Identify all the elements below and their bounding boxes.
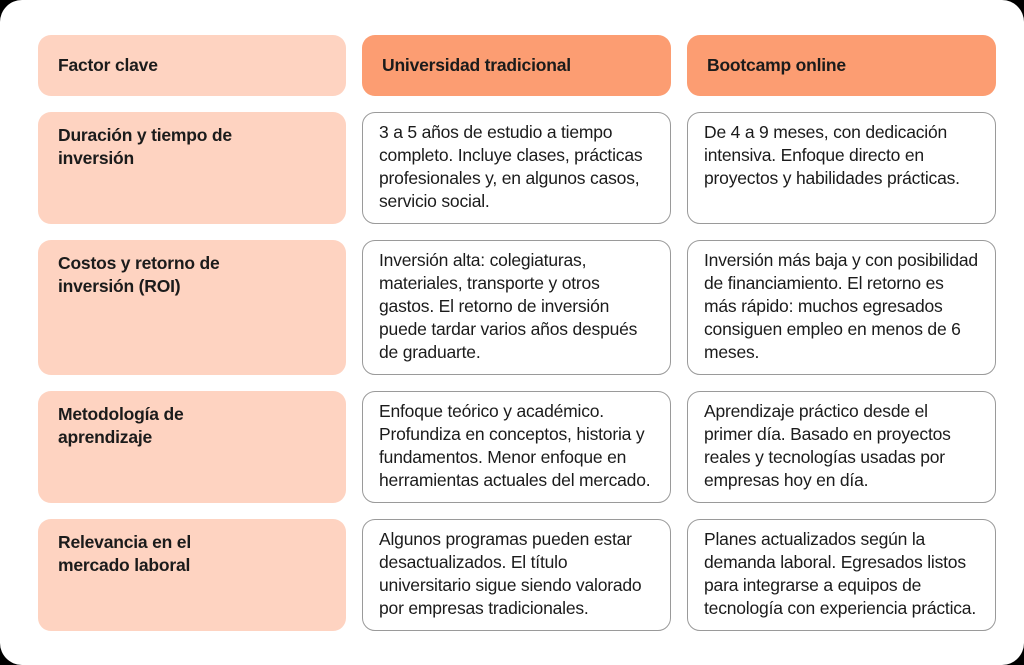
- bootcamp-metodologia-cell: Aprendizaje práctico desde el primer día. Basado en proyectos reales y tecnologías usadas por empresas hoy en día.: [687, 391, 996, 503]
- factor-metodologia-label: Metodología de aprendizaje: [58, 404, 184, 447]
- factor-relevancia: [38, 519, 346, 631]
- universidad-metodologia-cell: Enfoque teórico y académico. Profundiza en conceptos, historia y fundamentos. Menor enfoque en herramientas actuales del mercado.: [362, 391, 671, 503]
- header-bootcamp-label: Bootcamp online: [707, 55, 846, 75]
- bootcamp-duracion-cell: De 4 a 9 meses, con dedicación intensiva. Enfoque directo en proyectos y habilidades prácticas.: [687, 112, 996, 224]
- factor-costos-roi: [38, 240, 346, 375]
- bootcamp-costos-cell: Inversión más baja y con posibilidad de financiamiento. El retorno es más rápido: muchos egresados consiguen empleo en menos de 6 meses.: [687, 240, 996, 375]
- factor-relevancia-label: Relevancia en el mercado laboral: [58, 532, 191, 575]
- factor-duracion: [38, 112, 346, 224]
- bootcamp-relevancia-cell: Planes actualizados según la demanda laboral. Egresados listos para integrarse a equipos de tecnología con experiencia práctica.: [687, 519, 996, 631]
- header-factor-clave-label: Factor clave: [58, 55, 158, 75]
- comparison-table: [38, 35, 996, 631]
- factor-costos-roi-label: Costos y retorno de inversión (ROI): [58, 253, 220, 296]
- header-bootcamp-online: [687, 35, 996, 96]
- factor-metodologia: [38, 391, 346, 503]
- header-universidad-tradicional: [362, 35, 671, 96]
- universidad-duracion-cell: 3 a 5 años de estudio a tiempo completo. Incluye clases, prácticas profesionales y, en algunos casos, servicio social.: [362, 112, 671, 224]
- header-universidad-label: Universidad tradicional: [382, 55, 571, 75]
- universidad-costos-cell: Inversión alta: colegiaturas, materiales, transporte y otros gastos. El retorno de inversión puede tardar varios años después de graduarte.: [362, 240, 671, 375]
- factor-duracion-label: Duración y tiempo de inversión: [58, 125, 232, 168]
- universidad-relevancia-cell: Algunos programas pueden estar desactualizados. El título universitario sigue siendo valorado por empresas tradicionales.: [362, 519, 671, 631]
- header-factor-clave: [38, 35, 346, 96]
